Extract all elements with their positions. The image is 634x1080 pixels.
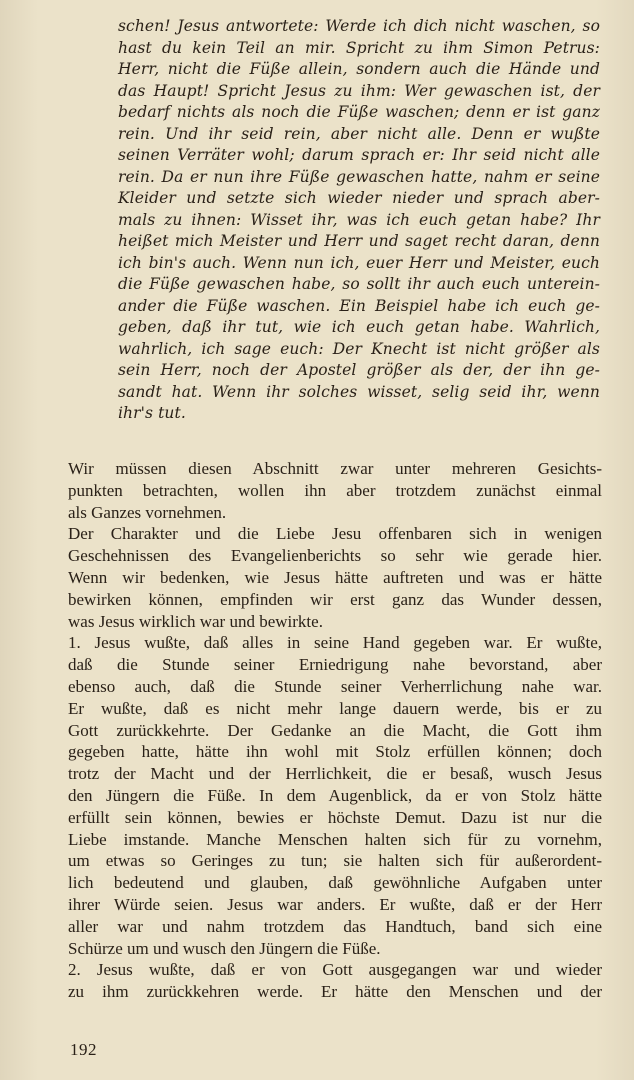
paragraph-line: aller war und nahm trotzdem das Handtuch, band sich eine — [68, 916, 602, 936]
quote-line: sein Herr, noch der Apostel größer als der, der ihn ge- — [118, 361, 600, 379]
quote-line: bedarf nichts als noch die Füße waschen; denn er ist ganz — [118, 103, 600, 121]
quote-line: Kleider und setzte sich wieder nieder und sprach aber- — [118, 189, 600, 207]
paragraph-line: 2. Jesus wußte, daß er von Gott ausgegangen war und wieder — [68, 960, 602, 980]
quote-line: wahrlich, ich sage euch: Der Knecht ist nicht größer als — [118, 339, 600, 358]
paragraph-line: trotz der Macht und der Herrlichkeit, die er besaß, wusch Jesus — [68, 764, 602, 784]
page-number: 192 — [70, 1040, 97, 1059]
paragraph-line: Wenn wir bedenken, wie Jesus hätte auftreten und was er hätte — [68, 567, 602, 587]
paragraph — [68, 959, 602, 1003]
quote-line: seinen Verräter wohl; darum sprach er: Ihr seid nicht alle — [118, 146, 600, 164]
paragraph-line: Geschehnissen des Evangelienberichts so sehr wie gerade hier. — [68, 546, 602, 566]
paragraph-line: als Ganzes vornehmen. — [68, 502, 227, 522]
paragraph-line: Der Charakter und die Liebe Jesu offenbaren sich in wenigen — [68, 524, 602, 544]
paragraph-line: ihrer Würde seien. Jesus war anders. Er wußte, daß er der Herr — [68, 894, 602, 914]
quote-line: schen! Jesus antwortete: Werde ich dich nicht waschen, so — [118, 17, 600, 35]
scripture-quote — [118, 16, 600, 425]
paragraph-line: Wir müssen diesen Abschnitt zwar unter mehreren Gesichts- — [68, 459, 602, 478]
paragraph-line: daß die Stunde seiner Erniedrigung nahe bevorstand, aber — [68, 655, 602, 675]
paragraph-line: erfüllt sein können, bewies er höchste Demut. Dazu ist nur die — [68, 807, 602, 827]
quote-line: die Füße gewaschen habe, so sollt ihr auch euch unterein- — [118, 275, 600, 293]
paragraph-line: ebenso auch, daß die Stunde seiner Verherrlichung nahe war. — [68, 676, 602, 696]
paragraph-line: Liebe imstande. Manche Menschen halten sich für zu vornehm, — [68, 829, 602, 849]
quote-line: rein. Und ihr seid rein, aber nicht alle. Denn er wußte — [118, 124, 600, 143]
quote-line: rein. Da er nun ihre Füße gewaschen hatte, nahm er seine — [118, 167, 600, 186]
paragraph-line: was Jesus wirklich war und bewirkte. — [68, 611, 323, 631]
paragraph-line: Gott zurückkehrte. Der Gedanke an die Macht, die Gott ihm — [68, 720, 602, 740]
commentary-text — [68, 458, 602, 1003]
paragraph — [68, 523, 602, 632]
paragraph-line: lich bedeutend und glauben, daß gewöhnliche Aufgaben unter — [68, 873, 602, 893]
paragraph-line: um etwas so Geringes zu tun; sie halten sich für außerordent- — [68, 851, 602, 871]
quote-line: heißet mich Meister und Herr und saget recht daran, denn — [118, 232, 600, 250]
paragraph-line: Schürze um und wusch den Jüngern die Füße. — [68, 938, 381, 958]
quote-line: ich bin's auch. Wenn nun ich, euer Herr und Meister, euch — [118, 253, 600, 272]
paragraph-line: bewirken können, empfinden wir erst ganz das Wunder dessen, — [68, 589, 602, 609]
paragraph-line: punkten betrachten, wollen ihn aber trotzdem zunächst einmal — [68, 480, 602, 500]
paragraph-line: den Jüngern die Füße. In dem Augenblick, da er von Stolz hätte — [68, 785, 602, 805]
paragraph — [68, 458, 602, 523]
quote-line: das Haupt! Spricht Jesus zu ihm: Wer gewaschen ist, der — [118, 81, 600, 100]
quote-line: ihr's tut. — [118, 404, 186, 422]
quote-line: mals zu ihnen: Wisset ihr, was ich euch getan habe? Ihr — [118, 210, 600, 229]
quote-line: Herr, nicht die Füße allein, sondern auch die Hände und — [118, 60, 600, 78]
quote-line: ander die Füße waschen. Ein Beispiel habe ich euch ge- — [118, 296, 600, 315]
paragraph-line: gegeben hatte, hätte ihn wohl mit Stolz erfüllen können; doch — [68, 742, 602, 762]
quote-line: sandt hat. Wenn ihr solches wisset, selig seid ihr, wenn — [118, 382, 600, 401]
paragraph-line: zu ihm zurückkehren werde. Er hätte den Menschen und der — [68, 982, 602, 1002]
quote-line: geben, daß ihr tut, wie ich euch getan habe. Wahrlich, — [118, 318, 600, 336]
quote-line: hast du kein Teil an mir. Spricht zu ihm Simon Petrus: — [118, 38, 600, 57]
paragraph-line: Er wußte, daß es nicht mehr lange dauern werde, bis er zu — [68, 698, 602, 718]
paragraph — [68, 632, 602, 959]
paragraph-line: 1. Jesus wußte, daß alles in seine Hand gegeben war. Er wußte, — [68, 633, 602, 653]
